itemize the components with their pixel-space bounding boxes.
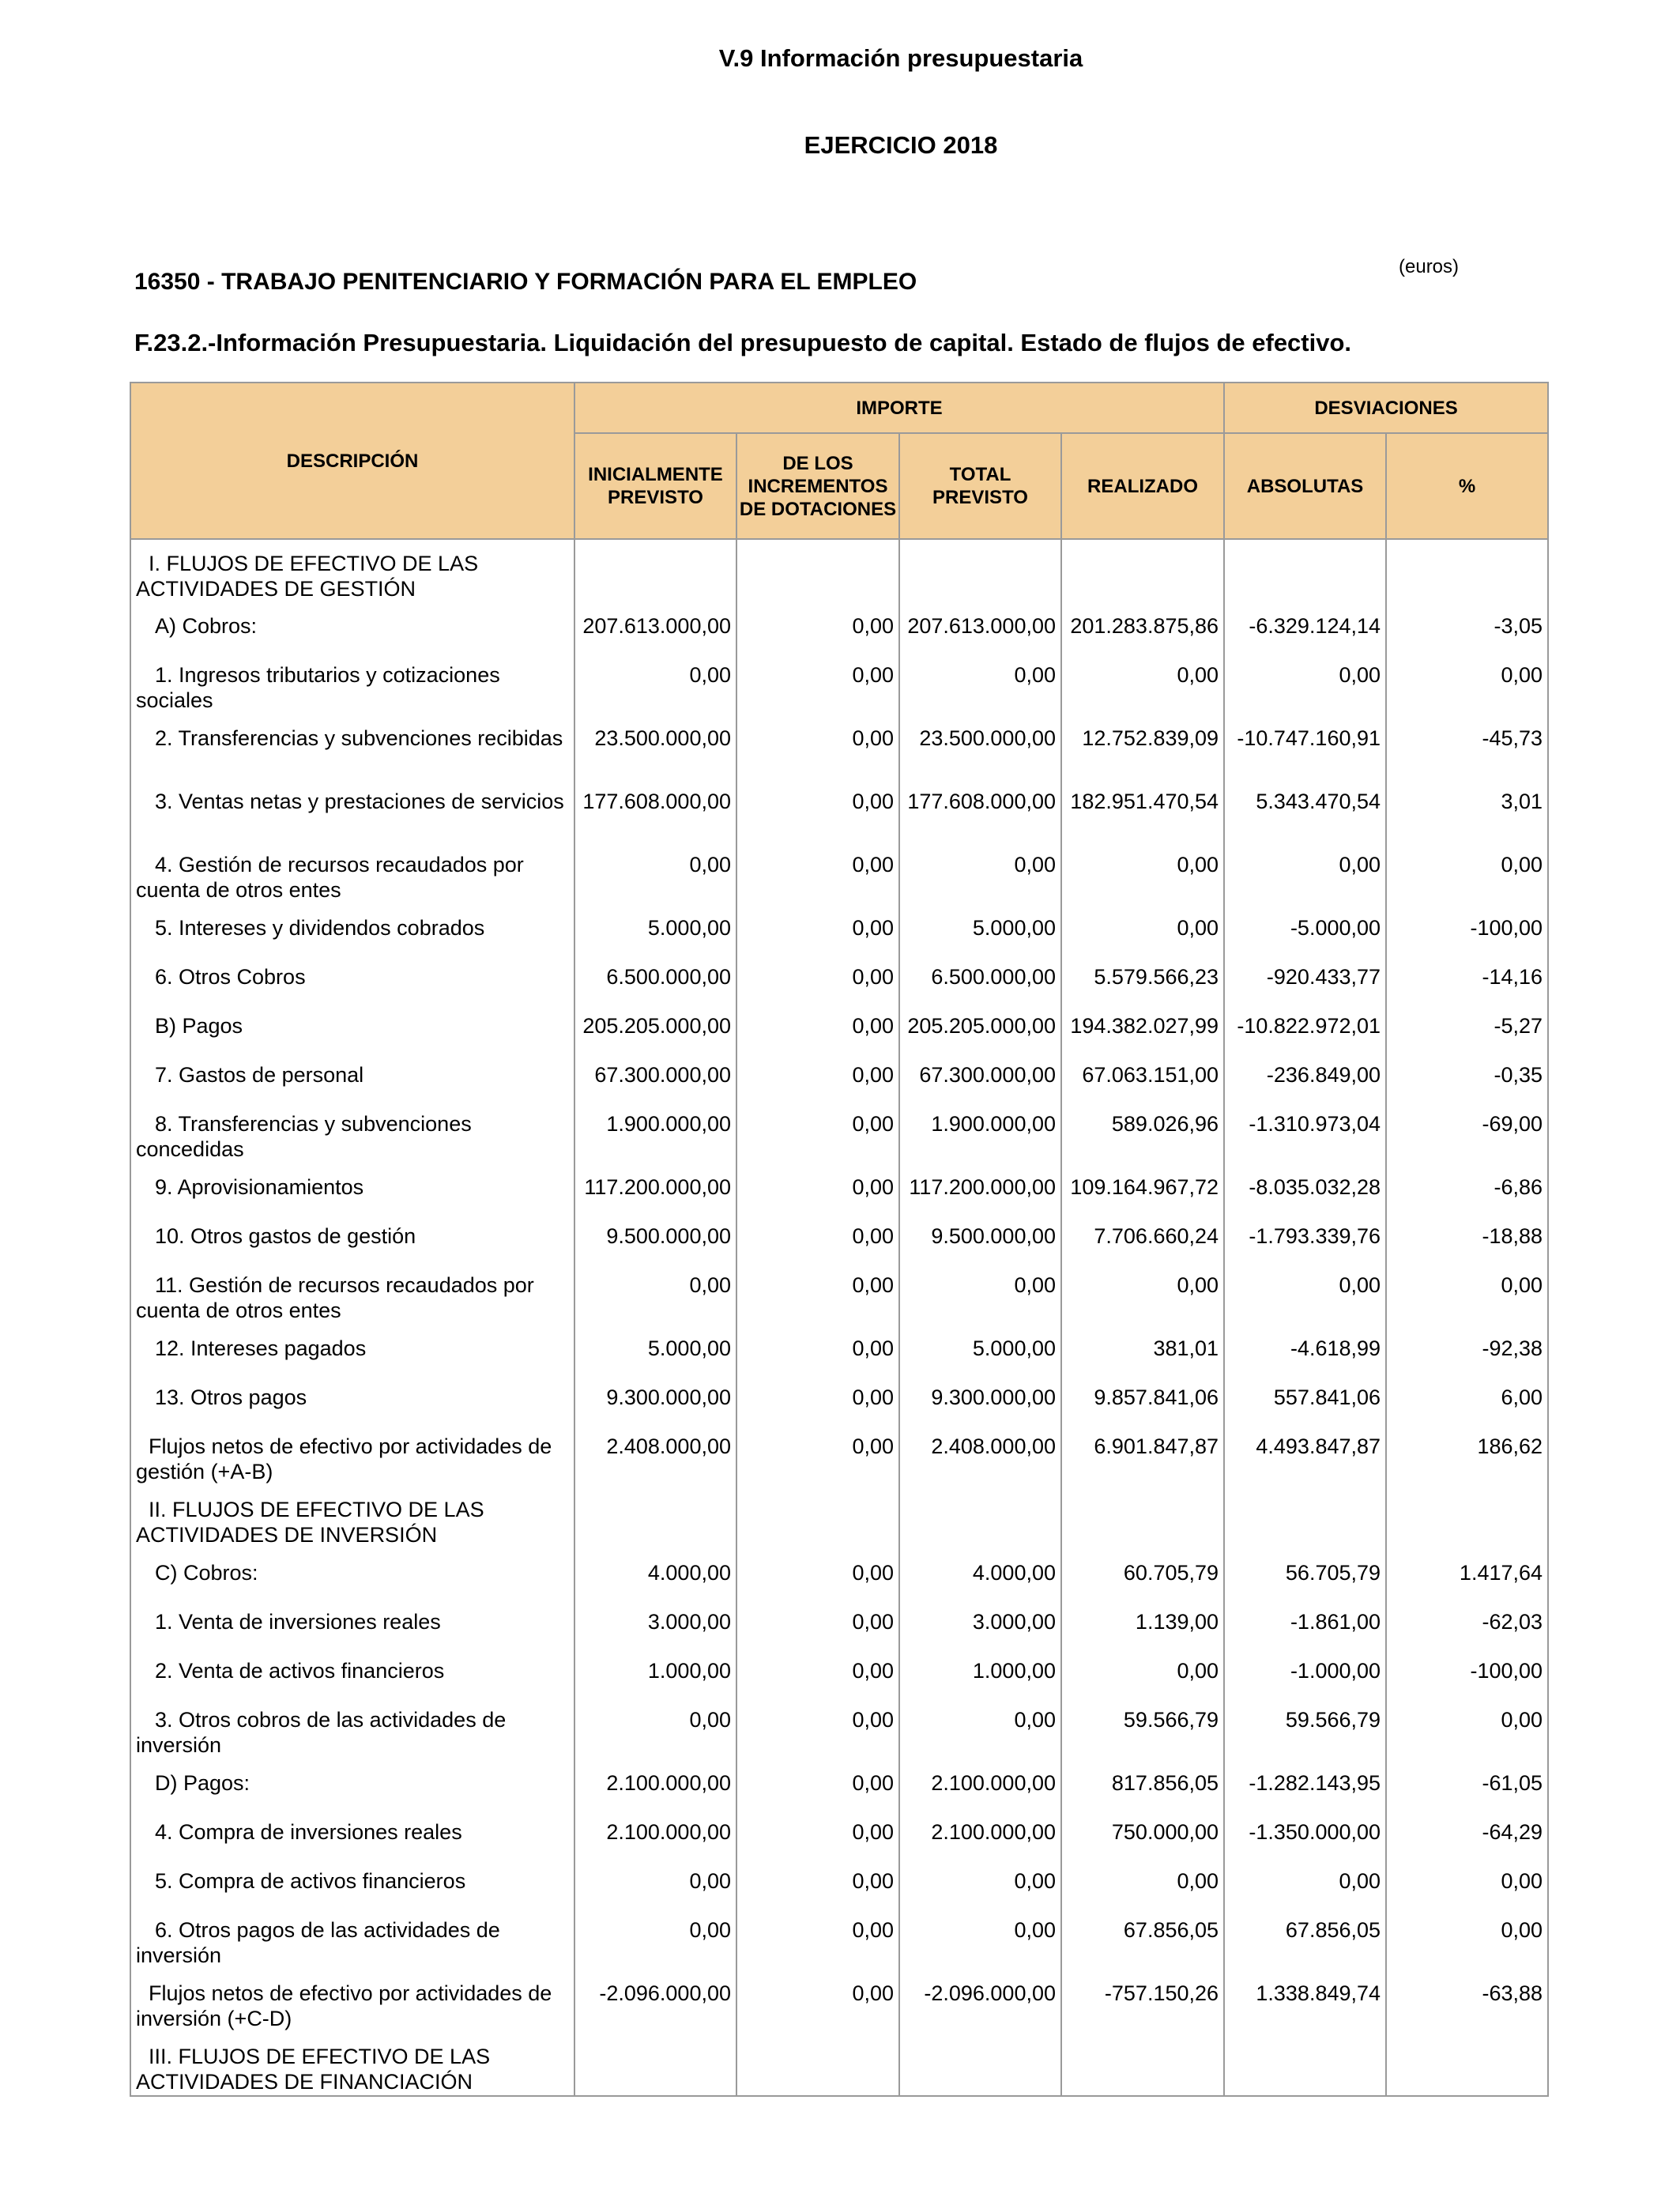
cell-total: 0,00 [899,1261,1061,1325]
cell-total: 177.608.000,00 [899,778,1061,841]
cell-total: 0,00 [899,1857,1061,1906]
row-description [130,904,574,953]
cell-absolutas: -4.618,99 [1224,1325,1386,1374]
row-description-text: 1. Ingresos tributarios y cotizaciones sociales [136,663,500,712]
row-description [130,1598,574,1647]
row-description-text: Flujos netos de efectivo por actividades de inversión (+C-D) [136,1981,552,2030]
cell-incrementos: 0,00 [736,1598,899,1647]
cell-pct: -0,35 [1386,1051,1548,1100]
table-row [130,904,1548,953]
row-description-text: 1. Venta de inversiones reales [155,1610,441,1634]
cell-absolutas: 4.493.847,87 [1224,1423,1386,1486]
cell-total: 4.000,00 [899,1549,1061,1598]
cell-realizado: 67.063.151,00 [1061,1051,1224,1100]
table-row [130,1857,1548,1906]
cell-incrementos: 0,00 [736,1549,899,1598]
cell-pct: 0,00 [1386,1906,1548,1970]
row-description [130,651,574,714]
units-label: (euros) [1399,256,1460,277]
row-description-text: III. FLUJOS DE EFECTIVO DE LAS ACTIVIDADES DE FINANCIACIÓN [136,2045,491,2094]
row-description [130,1759,574,1808]
row-description-text: I. FLUJOS DE EFECTIVO DE LAS ACTIVIDADES DE GESTIÓN [136,552,479,601]
table-row [130,539,1548,602]
cell-inicial: 1.900.000,00 [574,1100,736,1163]
cell-inicial: 2.408.000,00 [574,1423,736,1486]
table-row [130,1100,1548,1163]
row-description [130,1549,574,1598]
cell-incrementos: 0,00 [736,904,899,953]
cell-inicial: 23.500.000,00 [574,714,736,778]
cell-total: 3.000,00 [899,1598,1061,1647]
cell-total: 207.613.000,00 [899,602,1061,651]
table-row [130,1759,1548,1808]
row-description-text: 12. Intereses pagados [155,1336,367,1360]
cell-pct: 6,00 [1386,1374,1548,1423]
exercise-year: EJERCICIO 2018 [804,131,998,159]
cell-absolutas [1224,2033,1386,2096]
cell-total [899,539,1061,602]
cell-incrementos: 0,00 [736,651,899,714]
row-description [130,1325,574,1374]
cell-pct: -3,05 [1386,602,1548,651]
cell-pct: -18,88 [1386,1212,1548,1261]
cell-realizado: 589.026,96 [1061,1100,1224,1163]
cell-pct: -64,29 [1386,1808,1548,1857]
row-description [130,1808,574,1857]
cell-total: -2.096.000,00 [899,1970,1061,2033]
cell-inicial: 207.613.000,00 [574,602,736,651]
cell-total: 9.300.000,00 [899,1374,1061,1423]
cell-incrementos [736,1486,899,1549]
cell-incrementos: 0,00 [736,602,899,651]
row-description [130,602,574,651]
cell-absolutas [1224,1486,1386,1549]
cell-realizado: 12.752.839,09 [1061,714,1224,778]
cell-pct: -6,86 [1386,1163,1548,1212]
cell-total: 0,00 [899,1906,1061,1970]
row-description-text: C) Cobros: [155,1561,258,1585]
row-description-text: 5. Intereses y dividendos cobrados [155,916,485,940]
cell-incrementos: 0,00 [736,1051,899,1100]
cell-pct: 1.417,64 [1386,1549,1548,1598]
cell-inicial: 4.000,00 [574,1549,736,1598]
row-description-text: B) Pagos [155,1014,243,1038]
cell-realizado: 0,00 [1061,1647,1224,1696]
table-row [130,1163,1548,1212]
cell-absolutas: -1.350.000,00 [1224,1808,1386,1857]
report-title: F.23.2.-Información Presupuestaria. Liquidación del presupuesto de capital. Estado de flujos de efectivo. [134,329,1352,356]
cell-realizado: 6.901.847,87 [1061,1423,1224,1486]
col-header-absolutas: ABSOLUTAS [1224,433,1386,539]
cell-realizado [1061,539,1224,602]
cell-absolutas: 59.566,79 [1224,1696,1386,1759]
cell-incrementos: 0,00 [736,714,899,778]
cell-pct: 186,62 [1386,1423,1548,1486]
cell-incrementos: 0,00 [736,1696,899,1759]
row-description [130,1486,574,1549]
table-row [130,1808,1548,1857]
cell-realizado [1061,1486,1224,1549]
table-body [130,539,1548,2096]
cell-total: 5.000,00 [899,1325,1061,1374]
table-row [130,2033,1548,2096]
row-description-text: 13. Otros pagos [155,1385,307,1409]
cell-total: 67.300.000,00 [899,1051,1061,1100]
row-description [130,539,574,602]
table-row [130,1002,1548,1051]
cell-pct [1386,2033,1548,2096]
row-description-text: 6. Otros Cobros [155,965,306,989]
cell-pct: -92,38 [1386,1325,1548,1374]
cell-total: 0,00 [899,841,1061,904]
cell-inicial: 0,00 [574,1906,736,1970]
table-row [130,1970,1548,2033]
cell-absolutas: 557.841,06 [1224,1374,1386,1423]
group-header-importe: IMPORTE [574,383,1224,433]
row-description [130,2033,574,2096]
cell-total: 6.500.000,00 [899,953,1061,1002]
cell-absolutas: -6.329.124,14 [1224,602,1386,651]
cell-inicial: 0,00 [574,1857,736,1906]
table-row [130,841,1548,904]
cell-realizado: 1.139,00 [1061,1598,1224,1647]
cell-realizado: -757.150,26 [1061,1970,1224,2033]
cell-realizado: 67.856,05 [1061,1906,1224,1970]
cell-realizado: 0,00 [1061,904,1224,953]
cell-absolutas: 0,00 [1224,1857,1386,1906]
cell-realizado: 0,00 [1061,1261,1224,1325]
cell-absolutas: 0,00 [1224,1261,1386,1325]
cell-pct: -14,16 [1386,953,1548,1002]
cell-inicial: 0,00 [574,841,736,904]
cell-absolutas: 56.705,79 [1224,1549,1386,1598]
row-description [130,841,574,904]
cell-total [899,1486,1061,1549]
col-header-total: TOTAL PREVISTO [899,433,1061,539]
cell-incrementos: 0,00 [736,1759,899,1808]
cell-absolutas: -1.310.973,04 [1224,1100,1386,1163]
cell-absolutas: -1.282.143,95 [1224,1759,1386,1808]
cell-absolutas: 0,00 [1224,651,1386,714]
row-description [130,1002,574,1051]
row-description [130,1970,574,2033]
cell-incrementos: 0,00 [736,1163,899,1212]
cell-absolutas: -236.849,00 [1224,1051,1386,1100]
row-description [130,1163,574,1212]
cell-incrementos: 0,00 [736,953,899,1002]
cell-pct: -69,00 [1386,1100,1548,1163]
cell-total: 5.000,00 [899,904,1061,953]
cell-pct: 0,00 [1386,1261,1548,1325]
cell-inicial: 5.000,00 [574,1325,736,1374]
row-description-text: 2. Venta de activos financieros [155,1659,445,1683]
cell-pct: -100,00 [1386,904,1548,953]
cell-absolutas: -1.793.339,76 [1224,1212,1386,1261]
cell-realizado: 0,00 [1061,1857,1224,1906]
cell-realizado: 59.566,79 [1061,1696,1224,1759]
cell-absolutas: -920.433,77 [1224,953,1386,1002]
cell-incrementos: 0,00 [736,1423,899,1486]
cell-inicial: 3.000,00 [574,1598,736,1647]
cell-absolutas: 0,00 [1224,841,1386,904]
row-description [130,1051,574,1100]
cell-total: 2.408.000,00 [899,1423,1061,1486]
cell-inicial: 0,00 [574,1261,736,1325]
cell-absolutas: -10.747.160,91 [1224,714,1386,778]
table-row [130,1549,1548,1598]
cell-inicial: 6.500.000,00 [574,953,736,1002]
cell-pct: 3,01 [1386,778,1548,841]
cell-incrementos: 0,00 [736,1970,899,2033]
cell-inicial: 2.100.000,00 [574,1759,736,1808]
row-description-text: 10. Otros gastos de gestión [155,1224,416,1248]
row-description [130,1212,574,1261]
table-row [130,953,1548,1002]
entity-title: 16350 - TRABAJO PENITENCIARIO Y FORMACIÓN PARA EL EMPLEO [134,269,917,295]
row-description [130,1261,574,1325]
cell-inicial: 1.000,00 [574,1647,736,1696]
cell-pct: -45,73 [1386,714,1548,778]
table-row [130,1374,1548,1423]
cell-inicial: 0,00 [574,651,736,714]
row-description [130,714,574,778]
cell-incrementos: 0,00 [736,1325,899,1374]
table-row [130,602,1548,651]
table-row [130,1598,1548,1647]
cell-incrementos [736,539,899,602]
row-description [130,1423,574,1486]
cell-pct: -5,27 [1386,1002,1548,1051]
cell-total: 2.100.000,00 [899,1759,1061,1808]
row-description-text: 3. Ventas netas y prestaciones de servicios [155,790,564,813]
cell-inicial: 177.608.000,00 [574,778,736,841]
cell-inicial: 117.200.000,00 [574,1163,736,1212]
cell-total: 2.100.000,00 [899,1808,1061,1857]
cell-absolutas: -5.000,00 [1224,904,1386,953]
cell-inicial: 9.500.000,00 [574,1212,736,1261]
cell-incrementos: 0,00 [736,1647,899,1696]
cell-pct: -100,00 [1386,1647,1548,1696]
cell-incrementos: 0,00 [736,1857,899,1906]
table-row [130,651,1548,714]
cell-inicial: 67.300.000,00 [574,1051,736,1100]
row-description-text: 2. Transferencias y subvenciones recibidas [155,726,563,750]
cell-total: 23.500.000,00 [899,714,1061,778]
cell-realizado: 5.579.566,23 [1061,953,1224,1002]
cell-pct [1386,539,1548,602]
cell-realizado: 381,01 [1061,1325,1224,1374]
row-description [130,1100,574,1163]
cell-inicial: 0,00 [574,1696,736,1759]
cell-incrementos: 0,00 [736,1100,899,1163]
section-title: V.9 Información presupuestaria [718,44,1083,72]
table-row [130,1212,1548,1261]
row-description [130,1647,574,1696]
cell-absolutas: -1.861,00 [1224,1598,1386,1647]
cell-realizado: 194.382.027,99 [1061,1002,1224,1051]
col-header-incrementos: DE LOS INCREMENTOS DE DOTACIONES [736,433,899,539]
table-row [130,1696,1548,1759]
cell-absolutas: -1.000,00 [1224,1647,1386,1696]
row-description-text: A) Cobros: [155,614,258,638]
cell-realizado: 0,00 [1061,841,1224,904]
cell-absolutas: 5.343.470,54 [1224,778,1386,841]
cell-total [899,2033,1061,2096]
row-description [130,1696,574,1759]
cell-incrementos: 0,00 [736,841,899,904]
cell-incrementos: 0,00 [736,1374,899,1423]
cell-realizado: 750.000,00 [1061,1808,1224,1857]
row-description-text: II. FLUJOS DE EFECTIVO DE LAS ACTIVIDADES DE INVERSIÓN [136,1498,484,1547]
cell-total: 0,00 [899,651,1061,714]
cell-absolutas: -10.822.972,01 [1224,1002,1386,1051]
row-description-text: 6. Otros pagos de las actividades de inversión [136,1918,500,1967]
cell-incrementos: 0,00 [736,1808,899,1857]
cell-realizado: 7.706.660,24 [1061,1212,1224,1261]
col-header-realizado: REALIZADO [1061,433,1224,539]
cell-incrementos: 0,00 [736,1261,899,1325]
cell-realizado: 0,00 [1061,651,1224,714]
table-row [130,778,1548,841]
cell-inicial: 2.100.000,00 [574,1808,736,1857]
cell-realizado [1061,2033,1224,2096]
table-row [130,1261,1548,1325]
row-description-text: 7. Gastos de personal [155,1063,364,1087]
row-description-text: 8. Transferencias y subvenciones concedidas [136,1112,472,1161]
cell-total: 205.205.000,00 [899,1002,1061,1051]
cell-realizado: 109.164.967,72 [1061,1163,1224,1212]
row-description-text: 9. Aprovisionamientos [155,1175,364,1199]
cell-pct: -63,88 [1386,1970,1548,2033]
row-description [130,953,574,1002]
cell-incrementos: 0,00 [736,1906,899,1970]
cell-pct: -61,05 [1386,1759,1548,1808]
col-header-inicial: INICIALMENTE PREVISTO [574,433,736,539]
cell-total: 9.500.000,00 [899,1212,1061,1261]
cell-total: 1.000,00 [899,1647,1061,1696]
cell-inicial: 9.300.000,00 [574,1374,736,1423]
table-row [130,714,1548,778]
table-row [130,1325,1548,1374]
row-description-text: D) Pagos: [155,1771,250,1795]
cell-incrementos [736,2033,899,2096]
cell-realizado: 817.856,05 [1061,1759,1224,1808]
cell-inicial [574,539,736,602]
cell-pct: 0,00 [1386,841,1548,904]
cell-pct: 0,00 [1386,651,1548,714]
cell-inicial [574,1486,736,1549]
table-row [130,1051,1548,1100]
row-description-text: Flujos netos de efectivo por actividades de gestión (+A-B) [136,1434,552,1483]
cell-total: 1.900.000,00 [899,1100,1061,1163]
row-description [130,1906,574,1970]
cell-total: 117.200.000,00 [899,1163,1061,1212]
table-row [130,1647,1548,1696]
row-description-text: 11. Gestión de recursos recaudados por cuenta de otros entes [136,1273,534,1322]
cell-incrementos: 0,00 [736,1212,899,1261]
row-description-text: 3. Otros cobros de las actividades de inversión [136,1708,507,1757]
cell-inicial: 5.000,00 [574,904,736,953]
cell-realizado: 182.951.470,54 [1061,778,1224,841]
row-description-text: 5. Compra de activos financieros [155,1869,466,1893]
cell-absolutas: 1.338.849,74 [1224,1970,1386,2033]
cell-absolutas [1224,539,1386,602]
cell-total: 0,00 [899,1696,1061,1759]
col-header-pct: % [1386,433,1548,539]
col-header-descripcion: DESCRIPCIÓN [130,383,574,539]
row-description-text: 4. Gestión de recursos recaudados por cuenta de otros entes [136,853,524,902]
table-row [130,1906,1548,1970]
cell-pct: -62,03 [1386,1598,1548,1647]
cell-absolutas: 67.856,05 [1224,1906,1386,1970]
row-description [130,1374,574,1423]
cell-realizado: 201.283.875,86 [1061,602,1224,651]
cell-incrementos: 0,00 [736,778,899,841]
row-description [130,778,574,841]
cash-flow-table [130,382,1549,2097]
cell-inicial: 205.205.000,00 [574,1002,736,1051]
cell-pct: 0,00 [1386,1696,1548,1759]
row-description [130,1857,574,1906]
cell-absolutas: -8.035.032,28 [1224,1163,1386,1212]
cell-inicial [574,2033,736,2096]
cell-pct: 0,00 [1386,1857,1548,1906]
cell-incrementos: 0,00 [736,1002,899,1051]
group-header-desviaciones: DESVIACIONES [1224,383,1548,433]
cell-realizado: 9.857.841,06 [1061,1374,1224,1423]
table-row [130,1486,1548,1549]
table-row [130,1423,1548,1486]
cell-realizado: 60.705,79 [1061,1549,1224,1598]
cell-inicial: -2.096.000,00 [574,1970,736,2033]
cell-pct [1386,1486,1548,1549]
row-description-text: 4. Compra de inversiones reales [155,1820,462,1844]
